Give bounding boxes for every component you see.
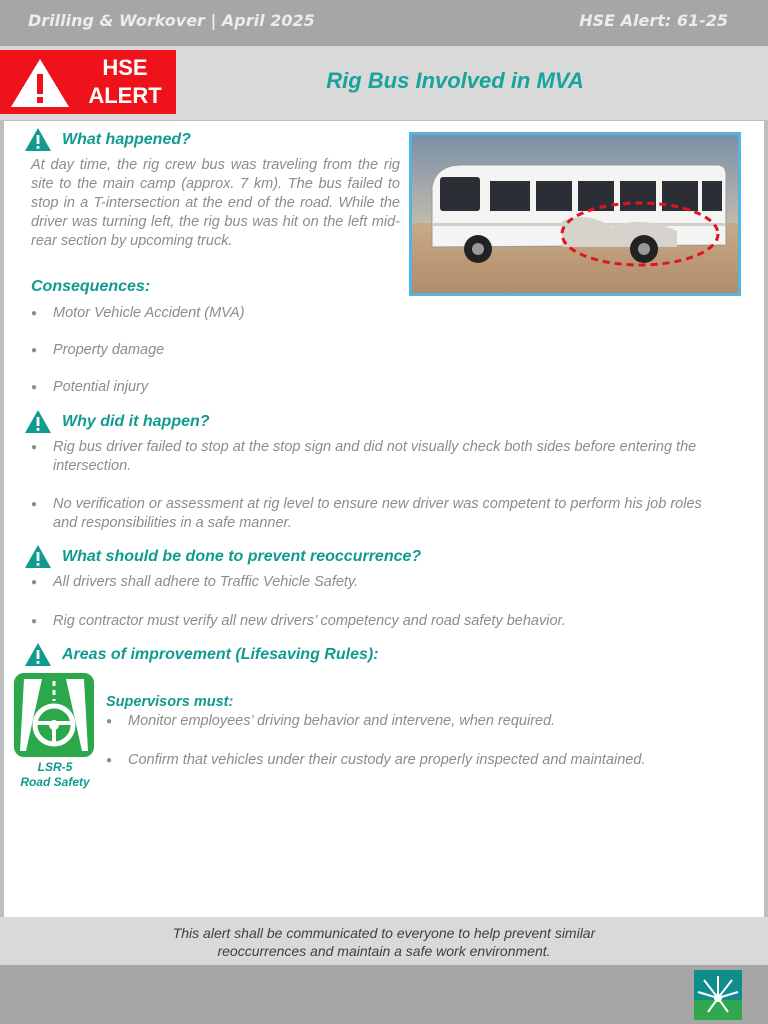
heading-label: Areas of improvement (Lifesaving Rules): <box>62 645 379 663</box>
heading-label: What should be done to prevent reoccurrence? <box>62 547 422 565</box>
page-title: Rig Bus Involved in MVA <box>326 68 584 93</box>
what-happened-text: At day time, the rig crew bus was traveling from the rig site to the main camp (approx. 7 km). The bus failed to stop in a T-intersection at the end of the road. While the driver was turning left, the rig bus was hit on the left mid-rear section by upcoming truck. <box>31 157 400 249</box>
header-alert-number: HSE Alert: 61-25 <box>579 11 728 30</box>
footer-line-1: This alert shall be communicated to everyone to help prevent similar <box>172 925 596 941</box>
list-item: ● Potential injury <box>31 378 731 397</box>
steering-wheel-icon <box>16 675 92 755</box>
warning-icon <box>24 544 52 569</box>
lsr-name: Road Safety <box>20 775 90 789</box>
warning-icon <box>24 409 52 434</box>
list-item: ● No verification or assessment at rig level to ensure new driver was competent to perform his job roles and responsibilities in a safe manner. <box>31 495 711 533</box>
list-item: ● Confirm that vehicles under their custody are properly inspected and maintained. <box>106 751 746 770</box>
heading-label: What happened? <box>62 130 191 148</box>
lsr-road-safety-icon <box>14 673 94 757</box>
badge-line-alert: ALERT <box>88 83 162 108</box>
section-what-happened-heading <box>24 127 191 152</box>
consequences-heading: Consequences: <box>31 278 151 295</box>
lsr-code: LSR-5 <box>37 760 73 774</box>
section-prevent-heading <box>24 544 421 569</box>
company-logo-icon <box>694 970 742 1020</box>
bus-accident-photo <box>409 132 741 296</box>
list-item: ● All drivers shall adhere to Traffic Vehicle Safety. <box>31 573 731 592</box>
top-bar <box>0 0 768 46</box>
list-item: ● Monitor employees’ driving behavior and intervene, when required. <box>106 712 746 731</box>
badge-text <box>80 54 170 110</box>
supervisors-heading: Supervisors must: <box>106 694 234 710</box>
section-improvement-heading <box>24 642 379 667</box>
warning-icon <box>24 642 52 667</box>
section-why-heading <box>24 409 210 434</box>
list-item: ● Rig bus driver failed to stop at the stop sign and did not visually check both sides before entering the intersection. <box>31 438 711 476</box>
badge-line-hse: HSE <box>102 55 148 80</box>
heading-label: Why did it happen? <box>62 412 210 430</box>
bus-photo-illustration <box>412 135 738 293</box>
list-item: ● Rig contractor must verify all new drivers’ competency and road safety behavior. <box>31 612 731 631</box>
bottom-bar <box>0 965 768 1024</box>
header-department-date: Drilling & Workover | April 2025 <box>28 11 315 30</box>
lsr-caption <box>10 760 100 790</box>
warning-icon <box>8 56 72 110</box>
footer-line-2: reoccurrences and maintain a safe work environment. <box>217 943 551 959</box>
supervisors-list <box>106 712 746 770</box>
consequences-list <box>31 304 731 397</box>
list-item: ● Motor Vehicle Accident (MVA) <box>31 304 731 323</box>
warning-icon <box>24 127 52 152</box>
hse-alert-badge <box>0 50 176 114</box>
why-list <box>31 438 711 533</box>
list-item: ● Property damage <box>31 341 731 360</box>
prevent-list <box>31 573 731 631</box>
footer-message <box>100 924 668 960</box>
